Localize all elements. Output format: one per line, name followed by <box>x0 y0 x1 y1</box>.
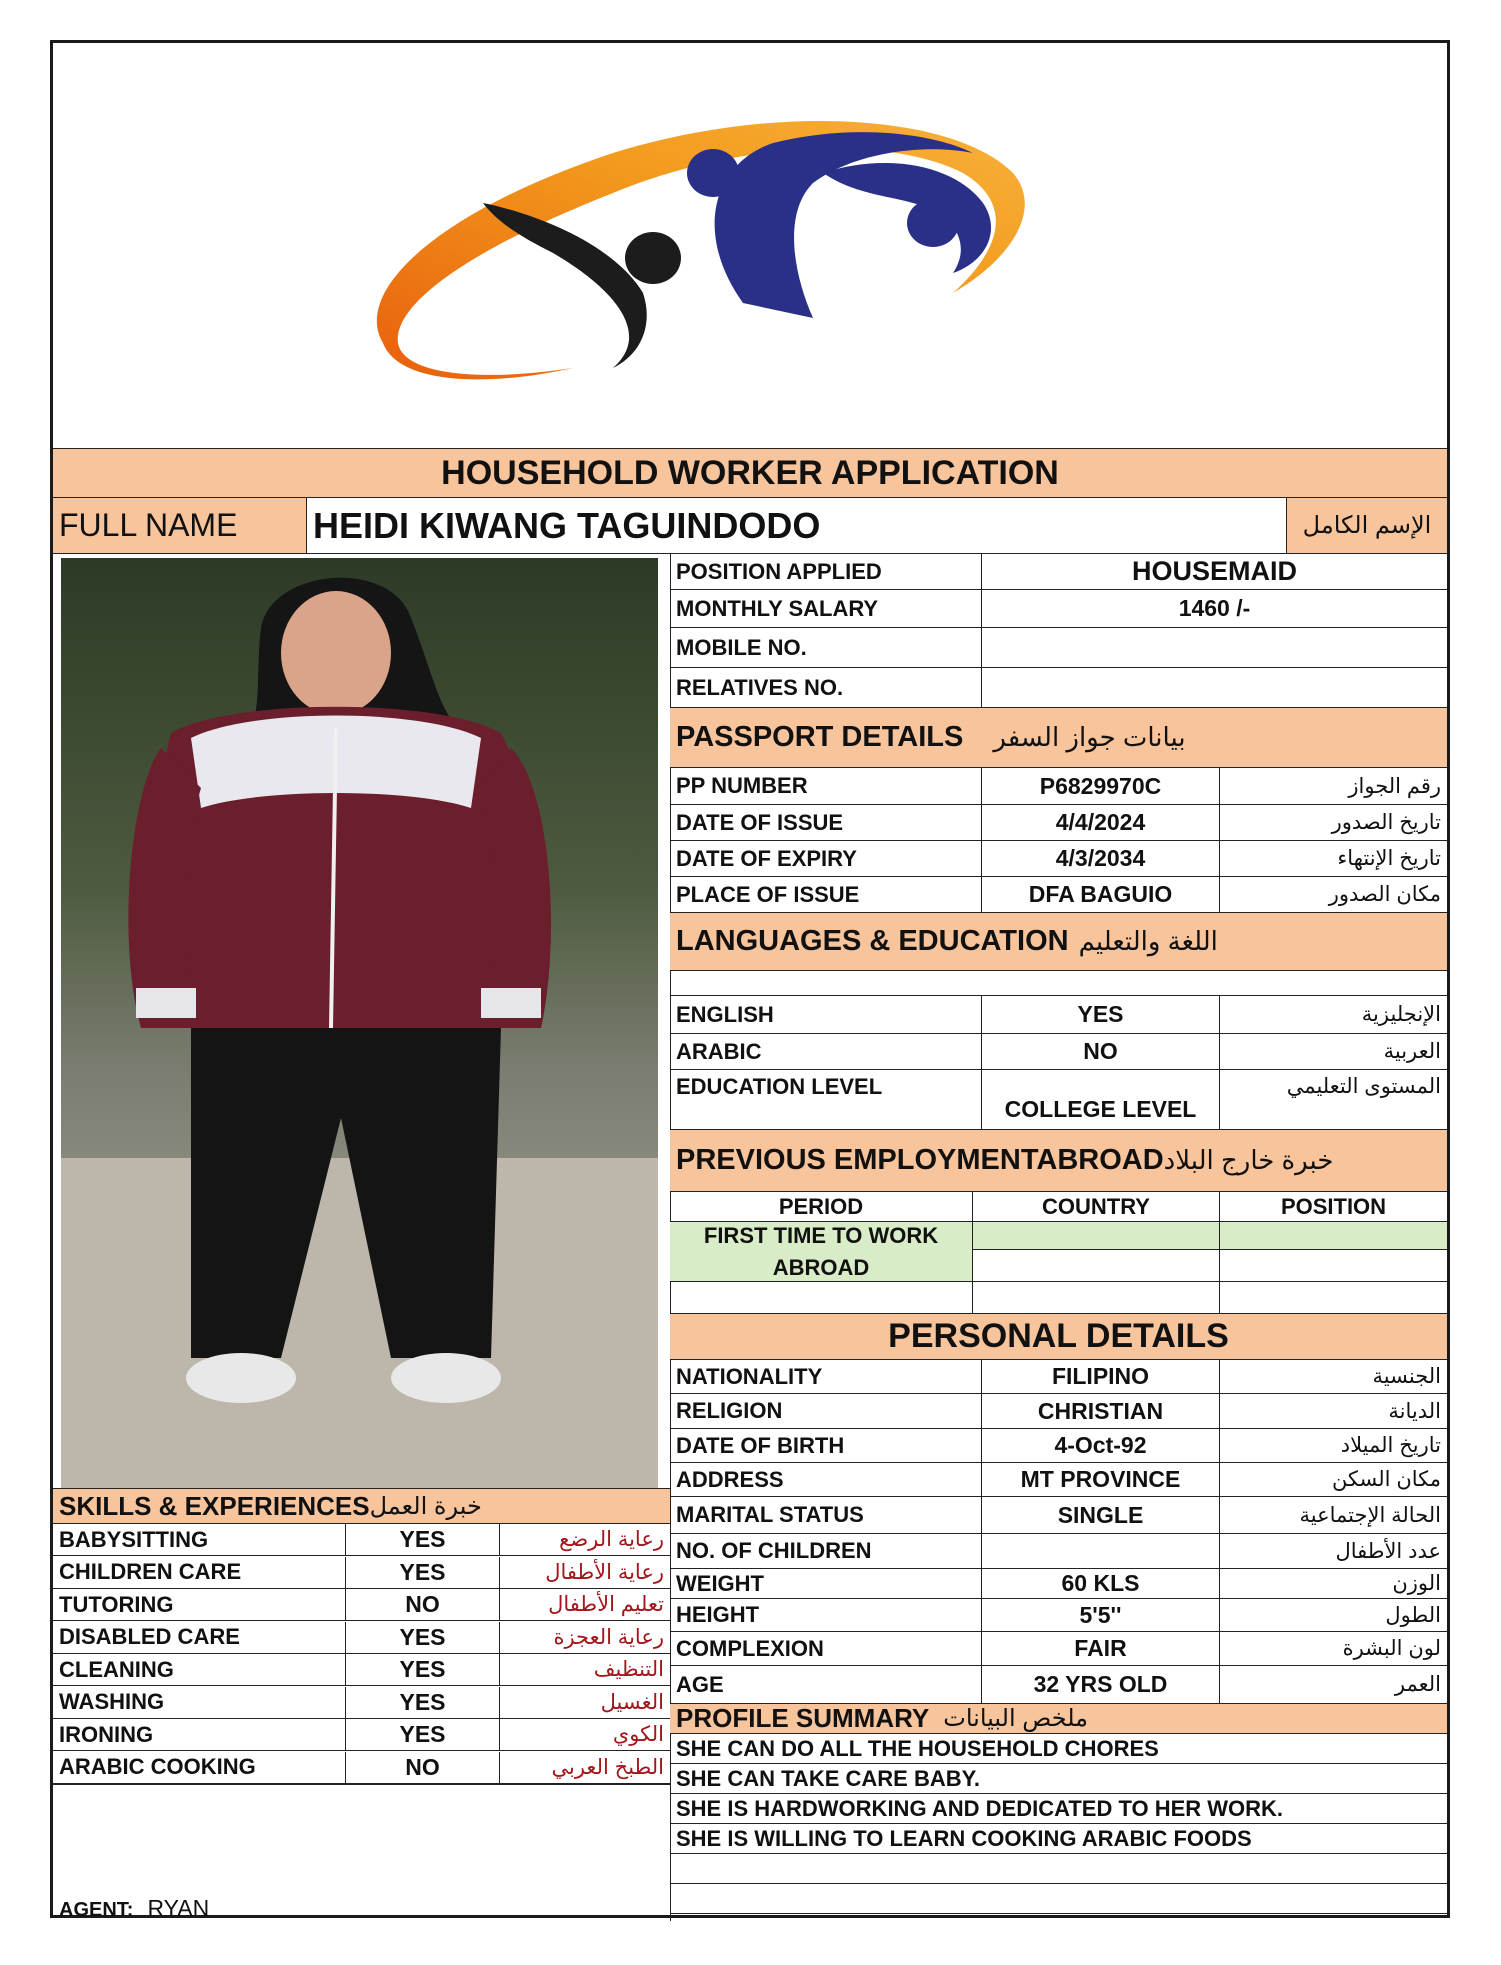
lang-value-cell-0 <box>982 996 1220 1034</box>
applicant-photo <box>61 558 658 1488</box>
passport-value-1: 4/4/2024 <box>1055 809 1146 835</box>
personal-label-3-text: ADDRESS <box>676 1466 784 1492</box>
personal-ar-2 <box>1220 1429 1447 1463</box>
lang-value-1: NO <box>1083 1038 1118 1064</box>
personal-label-9-text: AGE <box>676 1671 724 1697</box>
skill-ar-6 <box>500 1719 670 1751</box>
skill-label-2-text: TUTORING <box>59 1591 174 1617</box>
skill-value-0 <box>346 1524 500 1556</box>
skill-ar-5-text: الغسيل <box>600 1690 664 1714</box>
skill-value-2-text: NO <box>405 1591 440 1617</box>
agent-value: RYAN <box>147 1895 210 1921</box>
personal-value-9 <box>982 1666 1220 1704</box>
skill-ar-3-text: رعاية العجزة <box>553 1625 664 1649</box>
lang-ar-1: العربية <box>1383 1040 1441 1063</box>
personal-label-7-text: HEIGHT <box>676 1602 760 1627</box>
passport-value-cell-0 <box>982 768 1220 805</box>
lang-value-cell-1 <box>982 1034 1220 1070</box>
skill-value-4-text: YES <box>399 1656 446 1682</box>
lang-ar-cell-2 <box>1220 1070 1447 1130</box>
personal-header <box>670 1314 1447 1360</box>
languages-header <box>670 913 1447 971</box>
skill-value-3 <box>346 1622 500 1654</box>
skill-ar-1-text: رعاية الأطفال <box>545 1560 664 1584</box>
skill-ar-3 <box>500 1622 670 1654</box>
job-label-1: MONTHLY SALARY <box>676 595 879 621</box>
skill-label-5-text: WASHING <box>59 1689 165 1714</box>
personal-label-4 <box>670 1497 982 1534</box>
passport-label-cell-3 <box>670 877 982 913</box>
profile-line-1-text: SHE CAN TAKE CARE BABY. <box>676 1765 980 1791</box>
job-label-0: POSITION APPLIED <box>676 558 882 584</box>
passport-ar-3: مكان الصدور <box>1328 883 1441 906</box>
skill-label-5 <box>53 1687 346 1719</box>
prev-empty-country-2 <box>973 1250 1220 1282</box>
skill-value-2 <box>346 1589 500 1621</box>
skill-value-0-text: YES <box>399 1526 446 1552</box>
skill-label-1 <box>53 1557 346 1589</box>
personal-label-2-text: DATE OF BIRTH <box>676 1432 845 1458</box>
personal-value-3 <box>982 1463 1220 1497</box>
personal-value-4 <box>982 1497 1220 1534</box>
application-sheet <box>50 40 1450 1921</box>
personal-label-8 <box>670 1632 982 1666</box>
personal-ar-1 <box>1220 1394 1447 1429</box>
personal-ar-4-text: الحالة الإجتماعية <box>1299 1503 1441 1527</box>
previous-header <box>670 1130 1447 1192</box>
profile-header <box>670 1704 1447 1734</box>
lang-value-0: YES <box>1077 1001 1124 1027</box>
prev-row-country <box>973 1222 1220 1250</box>
prev-empty-period-3 <box>670 1282 973 1314</box>
lang-ar-0: الإنجليزية <box>1361 1003 1441 1026</box>
prev-col-period <box>670 1192 973 1222</box>
prev-col-position-label: POSITION <box>1280 1193 1387 1219</box>
passport-label-0: PP NUMBER <box>676 773 808 798</box>
personal-ar-9 <box>1220 1666 1447 1704</box>
personal-label-0-text: NATIONALITY <box>676 1363 823 1389</box>
skill-ar-5 <box>500 1687 670 1719</box>
full-name-value-cell <box>307 498 1287 554</box>
prev-col-position <box>1220 1192 1447 1222</box>
personal-ar-9-text: العمر <box>1394 1673 1441 1696</box>
lang-label-2: EDUCATION LEVEL <box>676 1074 883 1099</box>
job-value-cell-1 <box>982 590 1447 628</box>
passport-ar-2: تاريخ الإنتهاء <box>1337 847 1441 870</box>
personal-label-3 <box>670 1463 982 1497</box>
personal-ar-7 <box>1220 1599 1447 1632</box>
full-name-label: FULL NAME <box>59 507 238 543</box>
personal-value-7-text: 5'5'' <box>1079 1601 1122 1628</box>
skills-header-text: SKILLS & EXPERIENCES <box>59 1490 370 1521</box>
prev-row-period-value: FIRST TIME TO WORK ABROAD <box>703 1222 939 1280</box>
personal-label-8-text: COMPLEXION <box>676 1635 824 1661</box>
agency-logo <box>53 43 1447 448</box>
personal-label-5 <box>670 1534 982 1569</box>
lang-label-0: ENGLISH <box>676 1001 774 1027</box>
passport-label-cell-0 <box>670 768 982 805</box>
prev-empty-position-2 <box>1220 1250 1447 1282</box>
profile-line-4 <box>670 1854 1447 1884</box>
languages-header-ar: اللغة والتعليم <box>1078 926 1218 956</box>
job-label-cell-2 <box>670 628 982 668</box>
profile-header-text: PROFILE SUMMARY <box>676 1704 930 1733</box>
lang-label-cell-0 <box>670 996 982 1034</box>
skill-label-3 <box>53 1622 346 1654</box>
agent-area <box>53 1784 670 1921</box>
skill-label-1-text: CHILDREN CARE <box>59 1559 242 1584</box>
personal-value-0 <box>982 1360 1220 1394</box>
personal-label-2 <box>670 1429 982 1463</box>
personal-label-6-text: WEIGHT <box>676 1570 764 1596</box>
profile-line-3 <box>670 1824 1447 1854</box>
passport-label-1: DATE OF ISSUE <box>676 809 844 835</box>
skill-value-7 <box>346 1752 500 1784</box>
personal-ar-3 <box>1220 1463 1447 1497</box>
passport-ar-cell-2 <box>1220 841 1447 877</box>
skill-value-5-text: YES <box>399 1688 446 1715</box>
personal-value-9-text: 32 YRS OLD <box>1033 1671 1168 1697</box>
skill-value-7-text: NO <box>405 1753 440 1780</box>
skill-label-7 <box>53 1752 346 1784</box>
profile-line-2-text: SHE IS HARDWORKING AND DEDICATED TO HER WORK. <box>676 1795 1284 1821</box>
personal-ar-6-text: الوزن <box>1392 1572 1441 1595</box>
personal-label-9 <box>670 1666 982 1704</box>
profile-line-1 <box>670 1764 1447 1794</box>
photo-image <box>61 558 658 1488</box>
skill-label-7-text: ARABIC COOKING <box>59 1754 256 1779</box>
personal-value-1-text: CHRISTIAN <box>1037 1397 1164 1424</box>
passport-header <box>670 708 1447 768</box>
personal-label-4-text: MARITAL STATUS <box>676 1502 864 1527</box>
personal-value-7 <box>982 1599 1220 1632</box>
previous-header-ar: خبرة خارج البلاد <box>1163 1145 1334 1175</box>
profile-line-0-text: SHE CAN DO ALL THE HOUSEHOLD CHORES <box>676 1735 1159 1761</box>
form-title-bar <box>53 448 1447 498</box>
personal-label-5-text: NO. OF CHILDREN <box>676 1538 872 1563</box>
prev-row-period <box>670 1222 973 1282</box>
personal-ar-0 <box>1220 1360 1447 1394</box>
profile-line-3-text: SHE IS WILLING TO LEARN COOKING ARABIC FOODS <box>676 1825 1252 1851</box>
passport-value-2: 4/3/2034 <box>1055 845 1146 871</box>
lang-label-1: ARABIC <box>676 1038 762 1064</box>
personal-value-3-text: MT PROVINCE <box>1020 1466 1181 1492</box>
prev-empty-position-3 <box>1220 1282 1447 1314</box>
lang-label-cell-1 <box>670 1034 982 1070</box>
personal-value-5 <box>982 1534 1220 1569</box>
full-name-label-cell <box>53 498 307 554</box>
passport-label-2: DATE OF EXPIRY <box>676 845 857 871</box>
job-label-cell-1 <box>670 590 982 628</box>
personal-label-6 <box>670 1569 982 1599</box>
passport-ar-0: رقم الجواز <box>1348 774 1441 798</box>
skill-value-4 <box>346 1654 500 1686</box>
passport-ar-cell-3 <box>1220 877 1447 913</box>
personal-value-0-text: FILIPINO <box>1051 1363 1150 1389</box>
passport-value-cell-3 <box>982 877 1220 913</box>
personal-ar-7-text: الطول <box>1385 1603 1441 1627</box>
skill-value-1-text: YES <box>399 1558 446 1585</box>
skill-label-6 <box>53 1719 346 1751</box>
skill-ar-4 <box>500 1654 670 1686</box>
passport-label-cell-1 <box>670 805 982 841</box>
skill-label-2 <box>53 1589 346 1621</box>
personal-value-4-text: SINGLE <box>1057 1501 1144 1528</box>
passport-value-3: DFA BAGUIO <box>1028 881 1173 907</box>
skills-header <box>53 1488 670 1524</box>
agent-line <box>59 1895 209 1922</box>
skill-value-6 <box>346 1719 500 1751</box>
languages-header-text: LANGUAGES & EDUCATION <box>676 925 1069 957</box>
passport-header-text: PASSPORT DETAILS <box>676 721 964 753</box>
skills-header-ar: خبرة العمل <box>369 1492 482 1520</box>
skill-ar-2 <box>500 1589 670 1621</box>
job-label-2: MOBILE NO. <box>676 634 807 660</box>
profile-line-0 <box>670 1734 1447 1764</box>
skill-ar-1 <box>500 1557 670 1589</box>
personal-value-2-text: 4-Oct-92 <box>1054 1432 1147 1458</box>
full-name-ar-label: الإسم الكامل <box>1302 512 1432 539</box>
personal-label-7 <box>670 1599 982 1632</box>
skill-label-0-text: BABYSITTING <box>59 1526 209 1552</box>
skill-ar-0-text: رعاية الرضع <box>559 1528 664 1551</box>
previous-header-text: PREVIOUS EMPLOYMENTABROAD <box>676 1144 1164 1176</box>
skill-ar-2-text: تعليم الأطفال <box>548 1593 664 1616</box>
personal-value-2 <box>982 1429 1220 1463</box>
skill-ar-7-text: الطبخ العربي <box>551 1755 664 1779</box>
full-name-value: HEIDI KIWANG TAGUINDODO <box>313 504 821 546</box>
skill-label-0 <box>53 1524 346 1556</box>
personal-ar-8-text: لون البشرة <box>1342 1637 1441 1660</box>
skill-value-6-text: YES <box>399 1721 446 1747</box>
profile-line-2 <box>670 1794 1447 1824</box>
personal-header-text: PERSONAL DETAILS <box>888 1317 1229 1355</box>
lang-label-cell-2 <box>670 1070 982 1130</box>
personal-label-1-text: RELIGION <box>676 1398 783 1423</box>
job-value-1: 1460 /- <box>1178 595 1251 621</box>
passport-label-3: PLACE OF ISSUE <box>676 881 860 907</box>
form-title: HOUSEHOLD WORKER APPLICATION <box>441 453 1059 492</box>
prev-col-period-label: PERIOD <box>778 1193 864 1219</box>
personal-value-1 <box>982 1394 1220 1429</box>
skill-ar-4-text: التنظيف <box>593 1658 664 1681</box>
personal-value-8-text: FAIR <box>1074 1635 1127 1661</box>
lang-ar-cell-1 <box>1220 1034 1447 1070</box>
job-value-cell-3 <box>982 668 1447 708</box>
personal-value-8 <box>982 1632 1220 1666</box>
personal-ar-3-text: مكان السكن <box>1331 1468 1441 1491</box>
lang-ar-cell-0 <box>1220 996 1447 1034</box>
prev-row-position <box>1220 1222 1447 1250</box>
skill-label-4 <box>53 1654 346 1686</box>
passport-header-ar: بيانات جواز السفر <box>993 722 1186 752</box>
skill-label-4-text: CLEANING <box>59 1656 174 1682</box>
agent-label: AGENT: <box>59 1899 134 1921</box>
job-label-3: RELATIVES NO. <box>676 674 844 700</box>
personal-ar-4 <box>1220 1497 1447 1534</box>
passport-ar-1: تاريخ الصدور <box>1331 811 1441 834</box>
full-name-ar-cell <box>1287 498 1447 554</box>
passport-ar-cell-1 <box>1220 805 1447 841</box>
job-label-cell-3 <box>670 668 982 708</box>
passport-label-cell-2 <box>670 841 982 877</box>
skill-value-1 <box>346 1557 500 1589</box>
profile-header-ar: ملخص البيانات <box>943 1705 1088 1732</box>
job-value-cell-2 <box>982 628 1447 668</box>
skill-ar-7 <box>500 1752 670 1784</box>
job-value-0: HOUSEMAID <box>1131 556 1297 586</box>
lang-value-2: COLLEGE LEVEL <box>1004 1096 1197 1122</box>
logo-area <box>53 43 1447 448</box>
profile-line-5 <box>670 1884 1447 1914</box>
lang-ar-2: المستوى التعليمي <box>1286 1075 1441 1098</box>
personal-value-6 <box>982 1569 1220 1599</box>
personal-ar-6 <box>1220 1569 1447 1599</box>
passport-ar-cell-0 <box>1220 768 1447 805</box>
skill-label-6-text: IRONING <box>59 1721 154 1747</box>
personal-ar-5 <box>1220 1534 1447 1569</box>
personal-ar-1-text: الديانة <box>1388 1399 1441 1423</box>
personal-value-6-text: 60 KLS <box>1061 1570 1140 1596</box>
prev-col-country <box>973 1192 1220 1222</box>
personal-ar-2-text: تاريخ الميلاد <box>1340 1434 1441 1457</box>
skill-value-3-text: YES <box>399 1623 446 1650</box>
prev-empty-country-3 <box>973 1282 1220 1314</box>
prev-col-country-label: COUNTRY <box>1042 1193 1150 1219</box>
skill-ar-6-text: الكوي <box>612 1723 664 1746</box>
skill-label-3-text: DISABLED CARE <box>59 1624 240 1649</box>
passport-value-cell-2 <box>982 841 1220 877</box>
lang-spacer <box>670 971 1447 996</box>
personal-label-1 <box>670 1394 982 1429</box>
job-value-cell-0 <box>982 554 1447 590</box>
personal-ar-5-text: عدد الأطفال <box>1335 1539 1441 1563</box>
personal-ar-8 <box>1220 1632 1447 1666</box>
personal-label-0 <box>670 1360 982 1394</box>
personal-ar-0-text: الجنسية <box>1372 1365 1441 1388</box>
lang-value-cell-2 <box>982 1070 1220 1130</box>
job-label-cell-0 <box>670 554 982 590</box>
skill-ar-0 <box>500 1524 670 1556</box>
passport-value-cell-1 <box>982 805 1220 841</box>
skill-value-5 <box>346 1687 500 1719</box>
passport-value-0: P6829970C <box>1039 772 1162 799</box>
